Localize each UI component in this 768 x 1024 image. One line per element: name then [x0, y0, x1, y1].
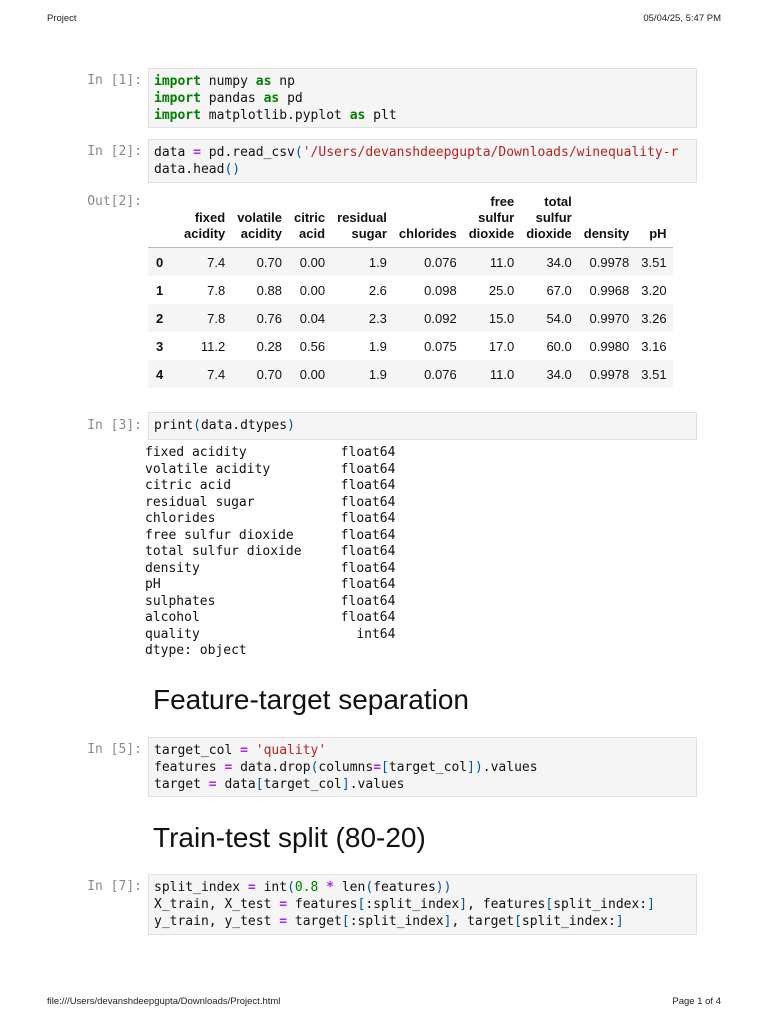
row-index: 4 [148, 360, 178, 388]
table-cell: 0.092 [393, 304, 463, 332]
table-cell: 0.076 [393, 360, 463, 388]
table-cell: 0.88 [256, 282, 282, 298]
column-header [331, 192, 393, 248]
table-cell: 60.0 [546, 338, 572, 354]
table-cell: 7.4 [178, 248, 231, 277]
column-header [231, 192, 288, 248]
split-ratio: 0.8 [294, 880, 319, 895]
table-cell: 0.00 [288, 248, 331, 277]
heading-train-test: Train-test split (80-20) [153, 822, 426, 853]
table-cell: 15.0 [463, 304, 521, 332]
code-cell-train-test-split[interactable] [148, 874, 697, 935]
code-cell-print-dtypes[interactable] [148, 412, 697, 440]
table-cell: 0.9978 [578, 360, 636, 388]
table-cell: 7.4 [178, 360, 231, 388]
table-cell: 0.00 [299, 282, 326, 298]
print-footer-path: file:///Users/devanshdeepgupta/Downloads/Project.html [47, 996, 281, 1007]
table-row [148, 248, 673, 277]
column-header-text: residual [337, 210, 387, 225]
print-header-title: Project [47, 13, 77, 24]
table-cell: 0.70 [231, 248, 288, 277]
column-header-text: acid [299, 226, 326, 241]
table-cell: 0.70 [231, 360, 288, 388]
column-header-text: sulfur [535, 210, 572, 225]
code-read-csv: data = pd.read_csv('/Users/devanshdeepgupta/Downloads/winequality-r data.head() [154, 145, 679, 177]
heading-feature-target: Feature-target separation [153, 684, 469, 715]
dataframe-table [148, 192, 673, 388]
table-cell: 1.9 [331, 248, 393, 277]
table-cell: 34.0 [520, 248, 578, 277]
column-header [288, 192, 331, 248]
table-cell: 34.0 [520, 360, 578, 388]
table-cell: 67.0 [546, 282, 572, 298]
code-feature-target: target_col = 'quality' features = data.drop(columns=[target_col]).values target = data[target_col].values [154, 743, 538, 792]
table-cell: 0.56 [299, 338, 326, 354]
column-header-text: total [544, 194, 572, 209]
dtypes-output: fixed acidity float64 volatile acidity float64 citric acid float64 residual sugar float64 chlorides float64 free sulfur dioxide float64 total sulfur dioxide float64 density float64 pH float64 sulphates float64 alcohol float64 quality int64 dtype: object [145, 445, 396, 658]
table-cell: 0.04 [288, 304, 331, 332]
target-col-string: 'quality' [255, 743, 327, 758]
column-header-text: fixed [194, 210, 226, 225]
table-cell: 7.8 [178, 304, 231, 332]
table-cell: 11.2 [200, 338, 226, 354]
cell-prompt-in1: In [1]: [87, 73, 142, 88]
table-cell: 1.9 [368, 338, 387, 354]
code-train-test-split: split_index = int(0.8 * len(features)) X_train, X_test = features[:split_index], features[split_index:] y_train, y_test = target[:split_index], target[split_index:] [154, 880, 655, 929]
table-cell: 0.9980 [589, 338, 630, 354]
table-cell: 1.9 [331, 360, 393, 388]
table-cell: 0.28 [256, 338, 282, 354]
row-index: 2 [148, 304, 178, 332]
column-header-text: pH [649, 226, 667, 241]
code-cell-imports[interactable] [148, 68, 697, 128]
column-header-text: chlorides [398, 226, 457, 241]
cell-prompt-in5: In [5]: [87, 742, 142, 757]
table-cell: 3.20 [641, 282, 667, 298]
table-cell: 0.076 [393, 248, 463, 277]
cell-prompt-in3: In [3]: [87, 418, 142, 433]
index-header [148, 192, 178, 248]
table-row [148, 360, 673, 388]
table-cell: 0.76 [231, 304, 288, 332]
column-header-text: free [490, 194, 515, 209]
code-imports: import numpy as np import pandas as pd import matplotlib.pyplot as plt [154, 74, 397, 123]
table-cell: 3.16 [641, 338, 667, 354]
table-cell: 3.51 [635, 248, 672, 277]
table-row [148, 332, 673, 360]
table-cell: 25.0 [488, 282, 515, 298]
row-index: 1 [156, 282, 164, 298]
table-cell: 7.8 [207, 282, 226, 298]
table-cell: 3.26 [635, 304, 672, 332]
code-cell-feature-target[interactable] [148, 737, 697, 797]
table-cell: 3.51 [635, 360, 672, 388]
column-header [520, 192, 578, 248]
column-header-text: sugar [351, 226, 387, 241]
table-cell: 11.0 [463, 360, 521, 388]
dataframe-output [148, 192, 697, 392]
column-header-text: dioxide [526, 226, 572, 241]
table-cell: 0.075 [424, 338, 457, 354]
table-cell: 0.9970 [578, 304, 636, 332]
column-header [178, 192, 231, 248]
row-index: 0 [148, 248, 178, 277]
column-header-text: acidity [240, 226, 282, 241]
column-header-text: volatile [237, 210, 282, 225]
table-cell: 0.098 [424, 282, 457, 298]
cell-prompt-in7: In [7]: [87, 879, 142, 894]
code-cell-read-csv[interactable] [148, 139, 697, 183]
cell-prompt-in2: In [2]: [87, 144, 142, 159]
column-header-text: dioxide [468, 226, 515, 241]
csv-path-string: '/Users/devanshdeepgupta/Downloads/winequality-r [302, 145, 679, 160]
table-cell: 0.9978 [578, 248, 636, 277]
column-header [393, 192, 463, 248]
column-header-text: citric [293, 210, 326, 225]
table-cell: 2.6 [368, 282, 387, 298]
table-row [148, 304, 673, 332]
row-index: 3 [156, 338, 164, 354]
table-cell: 54.0 [520, 304, 578, 332]
column-header-text: density [583, 226, 630, 241]
table-cell: 0.00 [288, 360, 331, 388]
column-header-text: sulfur [478, 210, 515, 225]
table-cell: 2.3 [331, 304, 393, 332]
cell-prompt-out2: Out[2]: [87, 194, 142, 209]
column-header [578, 192, 636, 248]
column-header-text: acidity [184, 226, 226, 241]
table-cell: 0.9968 [589, 282, 630, 298]
column-header [463, 192, 521, 248]
print-footer-page: Page 1 of 4 [672, 996, 721, 1007]
code-print-dtypes: print(data.dtypes) [154, 418, 295, 433]
table-cell: 11.0 [463, 248, 521, 277]
print-header-date: 05/04/25, 5:47 PM [643, 13, 721, 24]
table-row [148, 276, 673, 304]
column-header [635, 192, 672, 248]
table-cell: 17.0 [488, 338, 515, 354]
